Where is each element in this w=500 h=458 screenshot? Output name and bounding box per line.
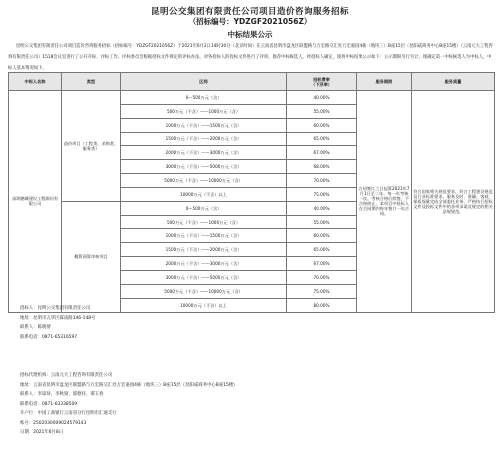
rate-cell: 55.00% [287, 215, 357, 229]
interval-cell: 2000万元（不含）——3000万元（含） [121, 146, 287, 160]
table-row [9, 91, 495, 105]
tenderer-phone: 联系电话：0871-65316597 [20, 334, 78, 340]
winner-cell: 深圳鹏城建设工程顾问有限公司 [9, 91, 62, 313]
interval-cell: 3000万元（不含）——5000万元（含） [121, 270, 287, 284]
agent-contact: 联系人：李琼珍、李秋梁、邵德祥、谭玉春 [20, 392, 104, 397]
header-rate: 招标费率 （下浮率） [287, 73, 357, 91]
interval-cell: 1000万元（不含）——1500万元（含） [121, 229, 287, 243]
rate-cell: 67.00% [287, 257, 357, 271]
interval-cell: 1000万元（不含）——1500万元（含） [121, 118, 287, 132]
tenderer-info [20, 304, 95, 342]
document-title: 昆明公交集团有限责任公司项目造价咨询服务招标 [150, 7, 349, 17]
tenderer-name: 招标人：昆明公交集团有限责任公司 [20, 306, 91, 311]
rate-cell: 60.00% [287, 229, 357, 243]
rate-cell: 40.00% [287, 91, 357, 105]
service-period-cell: 合同签订之日起算2021年7月1日至二年。每一年考核一次，考核合格后续签，不合格终止，本项目中投标人在合同期内每年签订一年合同。 [357, 91, 412, 313]
interval-cell: 500万元（不含）——1000万元（含） [121, 215, 287, 229]
rate-cell: 75.00% [287, 284, 357, 298]
interval-cell: 2000万元（不含）——3000万元（含） [121, 257, 287, 271]
tenderer-address: 地址：昆明市五华区霖雨路146-148号 [20, 315, 96, 321]
service-quality-cell: 符合国家相关规范要求，符合工程建设规范及行业标准要求，服务及时、准确、客观、保质保量完成全部委托业务，严格执行招标文件及投标文件中的各项承诺及规定的相关法规规范。 [412, 91, 495, 313]
rate-cell: 68.00% [287, 160, 357, 174]
interval-cell: 500万元（不含）——1000万元（含） [121, 104, 287, 118]
type-cell: 概算预算审核项目 [62, 201, 121, 312]
interval-cell: 0—500万元（含） [121, 91, 287, 105]
rate-cell: 40.00% [287, 201, 357, 215]
interval-cell: 10000万元（不含）以上 [121, 187, 287, 201]
rate-cell: 55.00% [287, 104, 357, 118]
header-service-period: 服务期限 [357, 73, 412, 91]
tenderer-contact: 联系人：陈晓倩 [20, 325, 51, 330]
result-table [8, 72, 495, 313]
header-winner: 中标人名称 [9, 73, 62, 91]
rate-cell: 70.00% [287, 174, 357, 188]
rate-cell: 67.00% [287, 146, 357, 160]
agent-info [20, 371, 238, 438]
section-title: 中标结果公示 [227, 30, 273, 39]
intro-paragraph: 昆明公交集团有限责任公司项目造价咨询服务招标（招标编号：YDZGF2021056Z）于2021年6月2日14时30分（北京时间）在云南省昆明市盘龙区联盟路与万宏路交汇处万宏嘉园4栋（地块三）B座15层（昆阳咸商务中心B座15楼）（云南元大工程咨询有限责任公司）1518会议室进行了公开开标、评标工作。评标委员会根据招标文件规定的评标办法，对各投标人的投标文件进行了评审，推荐中标候选人，经招标人确定，现将中标结果公示如下：公示期限另行另计，现确定第一中标候选人为中标人，中标人基本情况如下。 [8, 44, 493, 71]
interval-cell: 5000万元（不含）——10000万元（含） [121, 284, 287, 298]
agent-bank: 开户行：中国工商银行云南省分行昆明市汇通支行 [20, 411, 117, 416]
rate-cell: 70.00% [287, 270, 357, 284]
table-header-row [9, 73, 495, 91]
bid-number: （招标编号：YDZGF2021056Z） [188, 17, 312, 26]
publish-date: 日期：2021年6月8日 [20, 430, 64, 435]
header-service-quality: 服务质量 [412, 73, 495, 91]
rate-cell: 75.00% [287, 187, 357, 201]
header-type: 类型 [62, 73, 121, 91]
interval-cell: 5000万元（不含）——10000万元（含） [121, 174, 287, 188]
agent-name: 招标代理机构：云南元大工程咨询有限责任公司 [20, 373, 113, 378]
agent-address: 地址：云南省昆明市盘龙区联盟路与万宏路交汇处万宏嘉园4栋（地块三）B座15层（昆阳咸商务中心B座15楼） [20, 382, 238, 388]
agent-account: 账号：2502030009024579143 [20, 420, 87, 426]
rate-cell: 80.00% [287, 298, 357, 312]
header-interval: 区间 [121, 73, 287, 91]
interval-cell: 3000万元（不含）——5000万元（含） [121, 160, 287, 174]
interval-cell: 10000万元（不含）以上 [121, 298, 287, 312]
interval-cell: 1500万元（不含）——2000万元（含） [121, 243, 287, 257]
interval-cell: 1500万元（不含）——2000万元（含） [121, 132, 287, 146]
type-cell: 造价项目（工程类、采购类、服务类） [62, 91, 121, 202]
rate-cell: 65.00% [287, 132, 357, 146]
rate-cell: 60.00% [287, 118, 357, 132]
interval-cell: 0—500万元（含） [121, 201, 287, 215]
rate-cell: 65.00% [287, 243, 357, 257]
agent-phone: 联系电话：0871-63338509 [20, 401, 78, 407]
